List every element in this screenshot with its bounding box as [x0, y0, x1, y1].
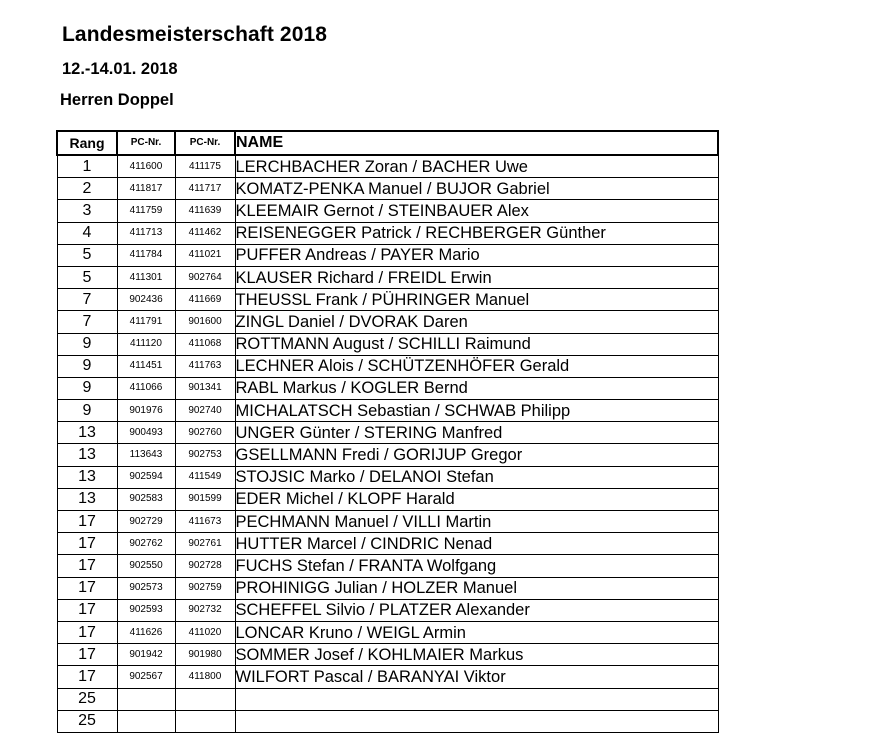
pc-nr-1-cell: 411759 — [117, 200, 175, 222]
pc-nr-2-cell: 411639 — [175, 200, 235, 222]
rank-cell: 5 — [57, 266, 117, 288]
rank-cell: 17 — [57, 511, 117, 533]
table-row — [57, 688, 718, 710]
pc-nr-2-cell: 411717 — [175, 178, 235, 200]
pc-nr-1-cell: 411713 — [117, 222, 175, 244]
table-row — [57, 488, 718, 510]
pc-nr-1-cell: 411301 — [117, 266, 175, 288]
name-cell: EDER Michel / KLOPF Harald — [235, 488, 718, 510]
pc-nr-1-cell: 902567 — [117, 666, 175, 688]
name-cell: MICHALATSCH Sebastian / SCHWAB Philipp — [235, 400, 718, 422]
rank-cell: 9 — [57, 377, 117, 399]
table-row — [57, 466, 718, 488]
name-cell: KLEEMAIR Gernot / STEINBAUER Alex — [235, 200, 718, 222]
pc-nr-2-cell: 411669 — [175, 289, 235, 311]
table-row — [57, 244, 718, 266]
name-cell: LONCAR Kruno / WEIGL Armin — [235, 621, 718, 643]
pc-nr-2-cell: 902761 — [175, 533, 235, 555]
pc-nr-1-cell: 902583 — [117, 488, 175, 510]
name-cell: FUCHS Stefan / FRANTA Wolfgang — [235, 555, 718, 577]
pc-nr-2-cell: 902740 — [175, 400, 235, 422]
rank-cell: 13 — [57, 444, 117, 466]
name-cell: ZINGL Daniel / DVORAK Daren — [235, 311, 718, 333]
rank-cell: 13 — [57, 488, 117, 510]
rank-cell: 9 — [57, 400, 117, 422]
pc-nr-1-cell: 411451 — [117, 355, 175, 377]
rank-cell: 5 — [57, 244, 117, 266]
table-row — [57, 200, 718, 222]
table-row — [57, 400, 718, 422]
table-row — [57, 333, 718, 355]
table-row — [57, 555, 718, 577]
pc-nr-1-cell: 411626 — [117, 621, 175, 643]
pc-nr-1-cell: 113643 — [117, 444, 175, 466]
table-row — [57, 289, 718, 311]
table-row — [57, 422, 718, 444]
table-row — [57, 444, 718, 466]
rank-cell: 3 — [57, 200, 117, 222]
results-table — [56, 130, 719, 733]
rank-cell: 9 — [57, 355, 117, 377]
pc-nr-1-cell: 411120 — [117, 333, 175, 355]
pc-nr-2-cell: 411763 — [175, 355, 235, 377]
table-row — [57, 222, 718, 244]
name-cell: SOMMER Josef / KOHLMAIER Markus — [235, 644, 718, 666]
rank-cell: 17 — [57, 644, 117, 666]
name-cell: LECHNER Alois / SCHÜTZENHÖFER Gerald — [235, 355, 718, 377]
table-row — [57, 155, 718, 178]
table-row — [57, 178, 718, 200]
pc-nr-1-cell: 411791 — [117, 311, 175, 333]
rank-cell: 2 — [57, 178, 117, 200]
name-cell: STOJSIC Marko / DELANOI Stefan — [235, 466, 718, 488]
pc-nr-2-cell: 411175 — [175, 155, 235, 178]
pc-nr-1-cell: 411784 — [117, 244, 175, 266]
name-cell: RABL Markus / KOGLER Bernd — [235, 377, 718, 399]
pc-nr-1-cell: 902573 — [117, 577, 175, 599]
name-cell: PUFFER Andreas / PAYER Mario — [235, 244, 718, 266]
pc-nr-2-cell: 902764 — [175, 266, 235, 288]
rank-cell: 13 — [57, 466, 117, 488]
pc-nr-1-cell: 900493 — [117, 422, 175, 444]
event-date: 12.-14.01. 2018 — [62, 60, 178, 78]
pc-nr-1-cell: 901976 — [117, 400, 175, 422]
table-row — [57, 311, 718, 333]
pc-nr-1-cell: 902593 — [117, 599, 175, 621]
column-header-rang: Rang — [57, 131, 117, 155]
pc-nr-2-cell: 411673 — [175, 511, 235, 533]
pc-nr-1-cell — [117, 688, 175, 710]
rank-cell: 13 — [57, 422, 117, 444]
pc-nr-2-cell — [175, 688, 235, 710]
pc-nr-2-cell: 901600 — [175, 311, 235, 333]
name-cell: PECHMANN Manuel / VILLI Martin — [235, 511, 718, 533]
pc-nr-1-cell — [117, 710, 175, 732]
rank-cell: 17 — [57, 533, 117, 555]
column-header-pc-nr-1: PC-Nr. — [117, 131, 175, 155]
event-category: Herren Doppel — [60, 91, 174, 109]
name-cell: LERCHBACHER Zoran / BACHER Uwe — [235, 155, 718, 178]
results-table-header — [57, 131, 718, 155]
table-row — [57, 355, 718, 377]
rank-cell: 17 — [57, 599, 117, 621]
document-title: Landesmeisterschaft 2018 — [62, 23, 328, 46]
pc-nr-2-cell: 411020 — [175, 621, 235, 643]
name-cell: KLAUSER Richard / FREIDL Erwin — [235, 266, 718, 288]
pc-nr-2-cell: 902732 — [175, 599, 235, 621]
pc-nr-2-cell: 902753 — [175, 444, 235, 466]
rank-cell: 9 — [57, 333, 117, 355]
table-row — [57, 266, 718, 288]
pc-nr-2-cell: 901599 — [175, 488, 235, 510]
results-table-body — [57, 155, 718, 732]
rank-cell: 25 — [57, 710, 117, 732]
table-row — [57, 511, 718, 533]
pc-nr-2-cell: 902760 — [175, 422, 235, 444]
column-header-name: NAME — [235, 131, 718, 155]
table-row — [57, 621, 718, 643]
name-cell — [235, 688, 718, 710]
name-cell: REISENEGGER Patrick / RECHBERGER Günther — [235, 222, 718, 244]
table-row — [57, 599, 718, 621]
pc-nr-2-cell: 411549 — [175, 466, 235, 488]
name-cell: SCHEFFEL Silvio / PLATZER Alexander — [235, 599, 718, 621]
rank-cell: 1 — [57, 155, 117, 178]
pc-nr-1-cell: 411066 — [117, 377, 175, 399]
rank-cell: 17 — [57, 577, 117, 599]
name-cell: GSELLMANN Fredi / GORIJUP Gregor — [235, 444, 718, 466]
pc-nr-1-cell: 901942 — [117, 644, 175, 666]
rank-cell: 17 — [57, 621, 117, 643]
pc-nr-1-cell: 411817 — [117, 178, 175, 200]
rank-cell: 4 — [57, 222, 117, 244]
pc-nr-1-cell: 902436 — [117, 289, 175, 311]
pc-nr-2-cell: 901980 — [175, 644, 235, 666]
pc-nr-1-cell: 902550 — [117, 555, 175, 577]
pc-nr-2-cell: 411800 — [175, 666, 235, 688]
pc-nr-1-cell: 902762 — [117, 533, 175, 555]
name-cell: KOMATZ-PENKA Manuel / BUJOR Gabriel — [235, 178, 718, 200]
name-cell: UNGER Günter / STERING Manfred — [235, 422, 718, 444]
table-row — [57, 377, 718, 399]
pc-nr-1-cell: 411600 — [117, 155, 175, 178]
table-row — [57, 577, 718, 599]
column-header-pc-nr-2: PC-Nr. — [175, 131, 235, 155]
pc-nr-2-cell: 411021 — [175, 244, 235, 266]
rank-cell: 25 — [57, 688, 117, 710]
pc-nr-2-cell: 411068 — [175, 333, 235, 355]
name-cell: HUTTER Marcel / CINDRIC Nenad — [235, 533, 718, 555]
table-row — [57, 644, 718, 666]
rank-cell: 7 — [57, 311, 117, 333]
header-row — [57, 131, 718, 155]
table-row — [57, 533, 718, 555]
pc-nr-2-cell: 411462 — [175, 222, 235, 244]
pc-nr-2-cell: 902759 — [175, 577, 235, 599]
rank-cell: 17 — [57, 555, 117, 577]
table-row — [57, 666, 718, 688]
pc-nr-2-cell: 902728 — [175, 555, 235, 577]
pc-nr-2-cell — [175, 710, 235, 732]
pc-nr-1-cell: 902729 — [117, 511, 175, 533]
rank-cell: 17 — [57, 666, 117, 688]
name-cell: THEUSSL Frank / PÜHRINGER Manuel — [235, 289, 718, 311]
rank-cell: 7 — [57, 289, 117, 311]
pc-nr-1-cell: 902594 — [117, 466, 175, 488]
name-cell — [235, 710, 718, 732]
table-row — [57, 710, 718, 732]
pc-nr-2-cell: 901341 — [175, 377, 235, 399]
name-cell: WILFORT Pascal / BARANYAI Viktor — [235, 666, 718, 688]
name-cell: PROHINIGG Julian / HOLZER Manuel — [235, 577, 718, 599]
name-cell: ROTTMANN August / SCHILLI Raimund — [235, 333, 718, 355]
